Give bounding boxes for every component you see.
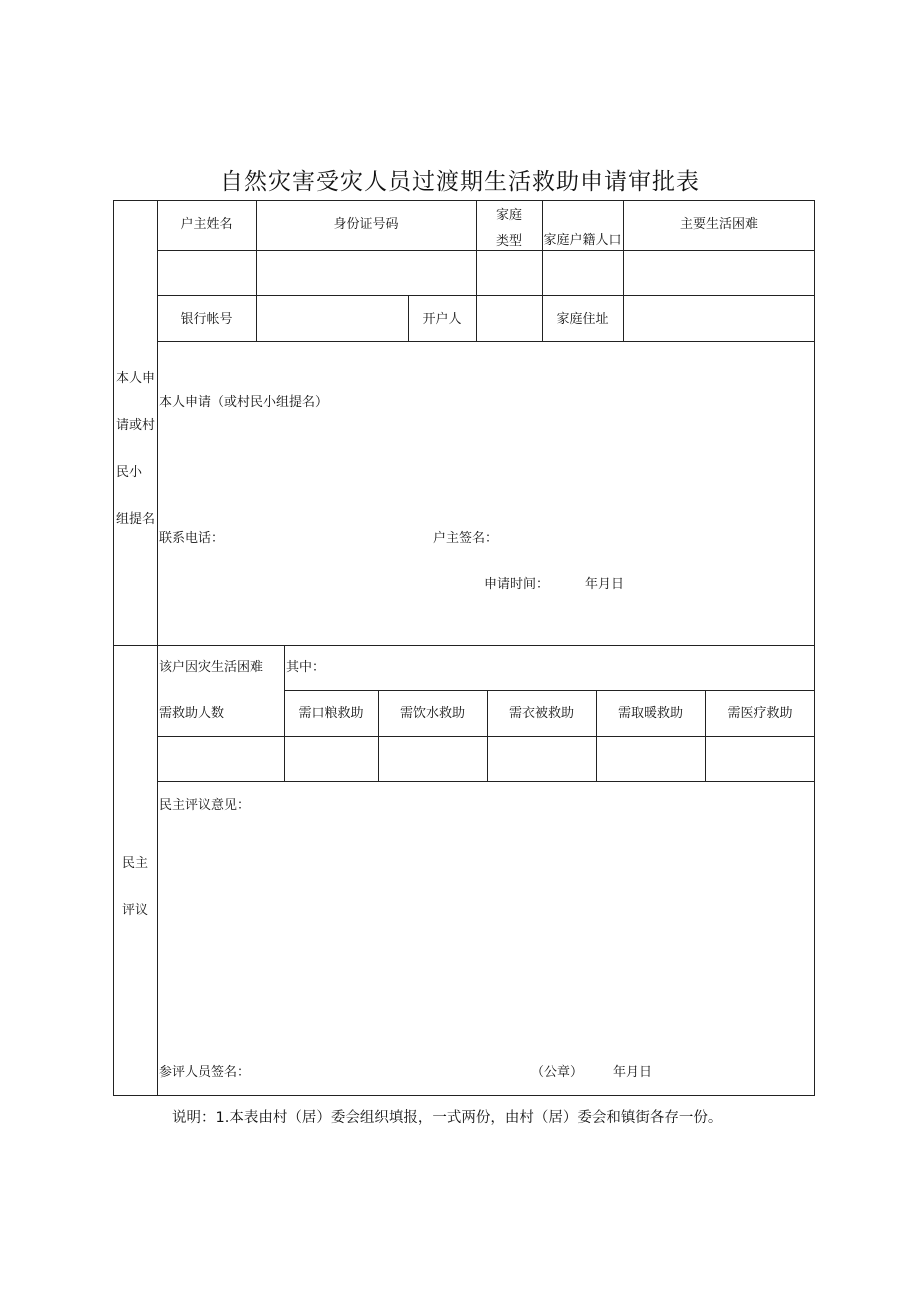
opinion-label: 民主评议意见： (159, 798, 251, 813)
home-address-input[interactable] (624, 296, 814, 341)
border-left (113, 200, 114, 1096)
need-label-line1: 该户因灾生活困难 (159, 660, 264, 675)
side-label-applicant: 本人申 请或村 民小 组提名 (116, 371, 156, 527)
col-water-aid: 需饮水救助 (399, 706, 465, 721)
participants-signature-label: 参评人员签名： (159, 1065, 251, 1080)
water-aid-count-input[interactable] (379, 737, 487, 781)
review-date-value[interactable]: 年月日 (613, 1065, 653, 1080)
application-date-label: 申请时间： (484, 577, 550, 592)
signature-label: 户主签名： (433, 531, 499, 546)
application-date-value[interactable]: 年月日 (585, 577, 625, 592)
family-type-input[interactable] (477, 251, 542, 295)
col-medical-aid: 需医疗救助 (727, 706, 793, 721)
phone-label: 联系电话： (159, 531, 225, 546)
header-household-name: 户主姓名 (180, 217, 233, 232)
heating-aid-count-input[interactable] (597, 737, 705, 781)
phone-input[interactable] (223, 528, 423, 550)
food-aid-count-input[interactable] (285, 737, 378, 781)
col-clothing-aid: 需衣被救助 (508, 706, 574, 721)
household-head-signature[interactable] (498, 528, 698, 550)
application-text-area[interactable] (159, 415, 809, 525)
official-seal-label: （公章） (531, 1065, 584, 1080)
border-bottom (113, 1095, 815, 1096)
clothing-aid-count-input[interactable] (488, 737, 596, 781)
side-label-democratic-review: 民主 评议 (121, 856, 148, 918)
among-label: 其中： (286, 660, 326, 675)
home-address-label: 家庭住址 (556, 312, 609, 327)
participants-signature-input[interactable] (248, 1062, 528, 1084)
col-food-aid: 需口粮救助 (298, 706, 364, 721)
border-right (814, 200, 815, 1096)
need-label-line2: 需救助人数 (159, 706, 225, 721)
household-population-input[interactable] (543, 251, 623, 295)
header-id-number: 身份证号码 (333, 217, 399, 232)
label-column-divider (157, 200, 158, 1096)
row-line (157, 781, 815, 782)
id-number-input[interactable] (257, 251, 476, 295)
account-holder-label: 开户人 (422, 312, 462, 327)
application-label: 本人申请（或村民小组提名） (159, 395, 329, 410)
account-holder-input[interactable] (477, 296, 542, 341)
main-difficulty-input[interactable] (624, 251, 814, 295)
header-household-population: 家庭户籍人口 (543, 233, 622, 248)
row-line (284, 690, 815, 691)
bank-account-label: 银行帐号 (180, 312, 233, 327)
household-name-input[interactable] (158, 251, 256, 295)
header-family-type-1: 家庭 (495, 208, 522, 223)
border-top (113, 200, 815, 201)
application-form (113, 200, 815, 1096)
bank-account-input[interactable] (257, 296, 408, 341)
header-main-difficulty: 主要生活困难 (679, 217, 758, 232)
medical-aid-count-input[interactable] (706, 737, 814, 781)
col-heating-aid: 需取暖救助 (617, 706, 683, 721)
opinion-text-area[interactable] (159, 820, 809, 1060)
section-divider (113, 645, 815, 646)
footnote: 说明：1.本表由村（居）委会组织填报，一式两份，由村（居）委会和镇街各存一份。 (172, 1110, 723, 1126)
row-line (157, 341, 815, 342)
header-family-type-2: 类型 (495, 234, 522, 249)
page-title: 自然灾害受灾人员过渡期生活救助申请审批表 (220, 169, 700, 195)
aid-count-total-input[interactable] (158, 737, 284, 781)
